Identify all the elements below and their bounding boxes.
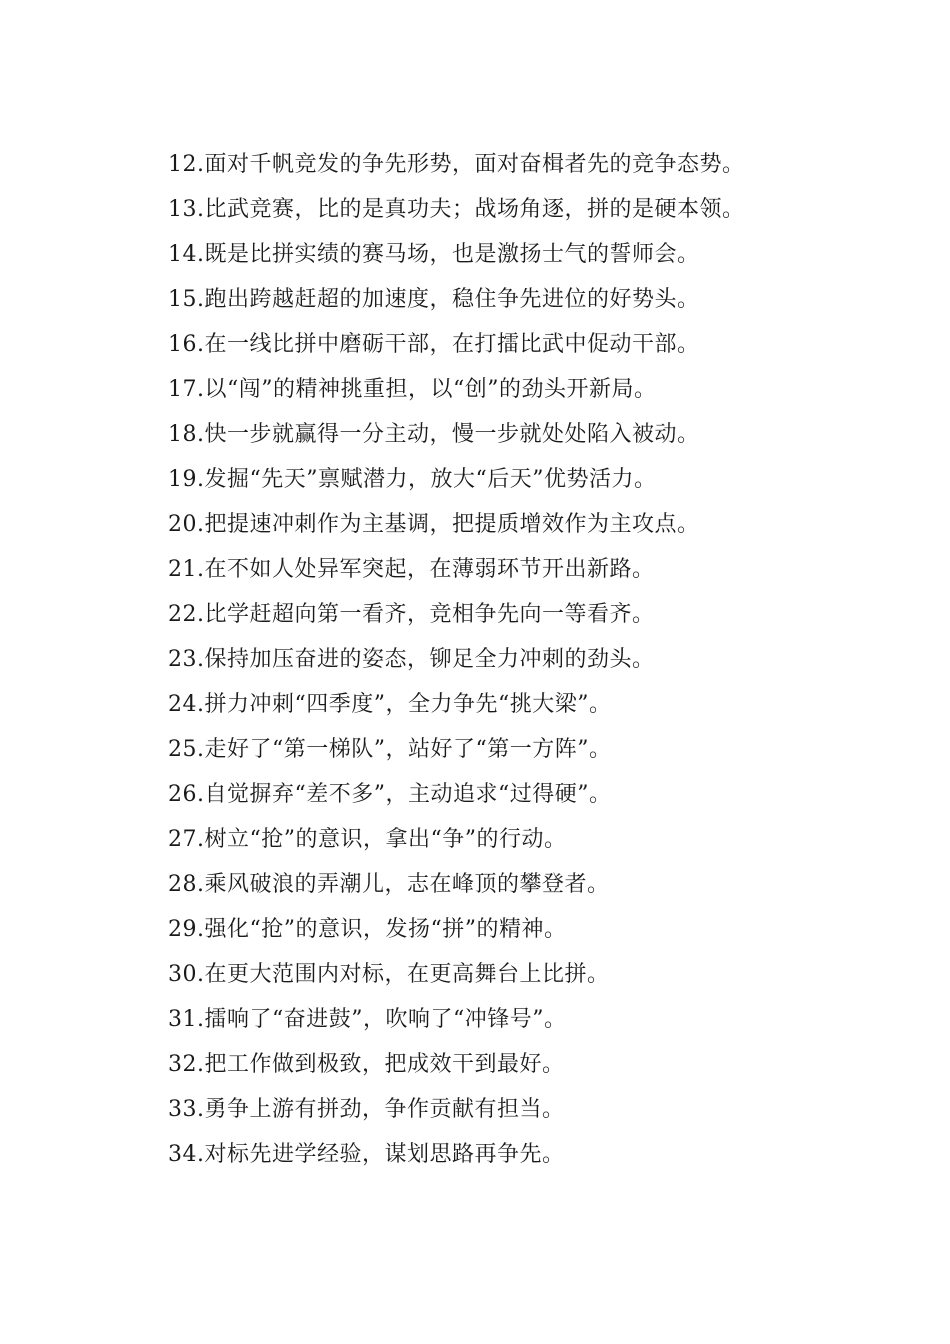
list-item: 28.乘风破浪的弄潮儿，志在峰顶的攀登者。 — [168, 872, 610, 897]
list-item: 27.树立“抢”的意识，拿出“争”的行动。 — [168, 827, 567, 852]
list-item: 33.勇争上游有拼劲，争作贡献有担当。 — [168, 1097, 565, 1122]
list-item: 26.自觉摒弃“差不多”，主动追求“过得硬”。 — [168, 782, 612, 807]
list-item: 14.既是比拼实绩的赛马场，也是激扬士气的誓师会。 — [168, 242, 700, 267]
list-item: 25.走好了“第一梯队”，站好了“第一方阵”。 — [168, 737, 612, 762]
list-item: 13.比武竞赛，比的是真功夫；战场角逐，拼的是硬本领。 — [168, 197, 745, 222]
list-item: 19.发掘“先天”禀赋潜力，放大“后天”优势活力。 — [168, 467, 657, 492]
list-item: 17.以“闯”的精神挑重担，以“创”的劲头开新局。 — [168, 377, 657, 402]
list-item: 31.擂响了“奋进鼓”，吹响了“冲锋号”。 — [168, 1007, 567, 1032]
list-item: 12.面对千帆竞发的争先形势，面对奋楫者先的竞争态势。 — [168, 152, 745, 177]
list-item: 24.拼力冲刺“四季度”，全力争先“挑大梁”。 — [168, 692, 612, 717]
list-item: 29.强化“抢”的意识，发扬“拼”的精神。 — [168, 917, 567, 942]
list-item: 22.比学赶超向第一看齐，竞相争先向一等看齐。 — [168, 602, 655, 627]
list-item: 30.在更大范围内对标，在更高舞台上比拼。 — [168, 962, 610, 987]
list-item: 21.在不如人处异军突起，在薄弱环节开出新路。 — [168, 557, 655, 582]
list-item: 20.把提速冲刺作为主基调，把提质增效作为主攻点。 — [168, 512, 700, 537]
list-item: 23.保持加压奋进的姿态，铆足全力冲刺的劲头。 — [168, 647, 655, 672]
list-item: 15.跑出跨越赶超的加速度，稳住争先进位的好势头。 — [168, 287, 700, 312]
slogan-list — [168, 142, 868, 1177]
list-item: 32.把工作做到极致，把成效干到最好。 — [168, 1052, 565, 1077]
list-item: 16.在一线比拼中磨砺干部，在打擂比武中促动干部。 — [168, 332, 700, 357]
list-item: 34.对标先进学经验，谋划思路再争先。 — [168, 1142, 565, 1167]
list-item: 18.快一步就赢得一分主动，慢一步就处处陷入被动。 — [168, 422, 700, 447]
